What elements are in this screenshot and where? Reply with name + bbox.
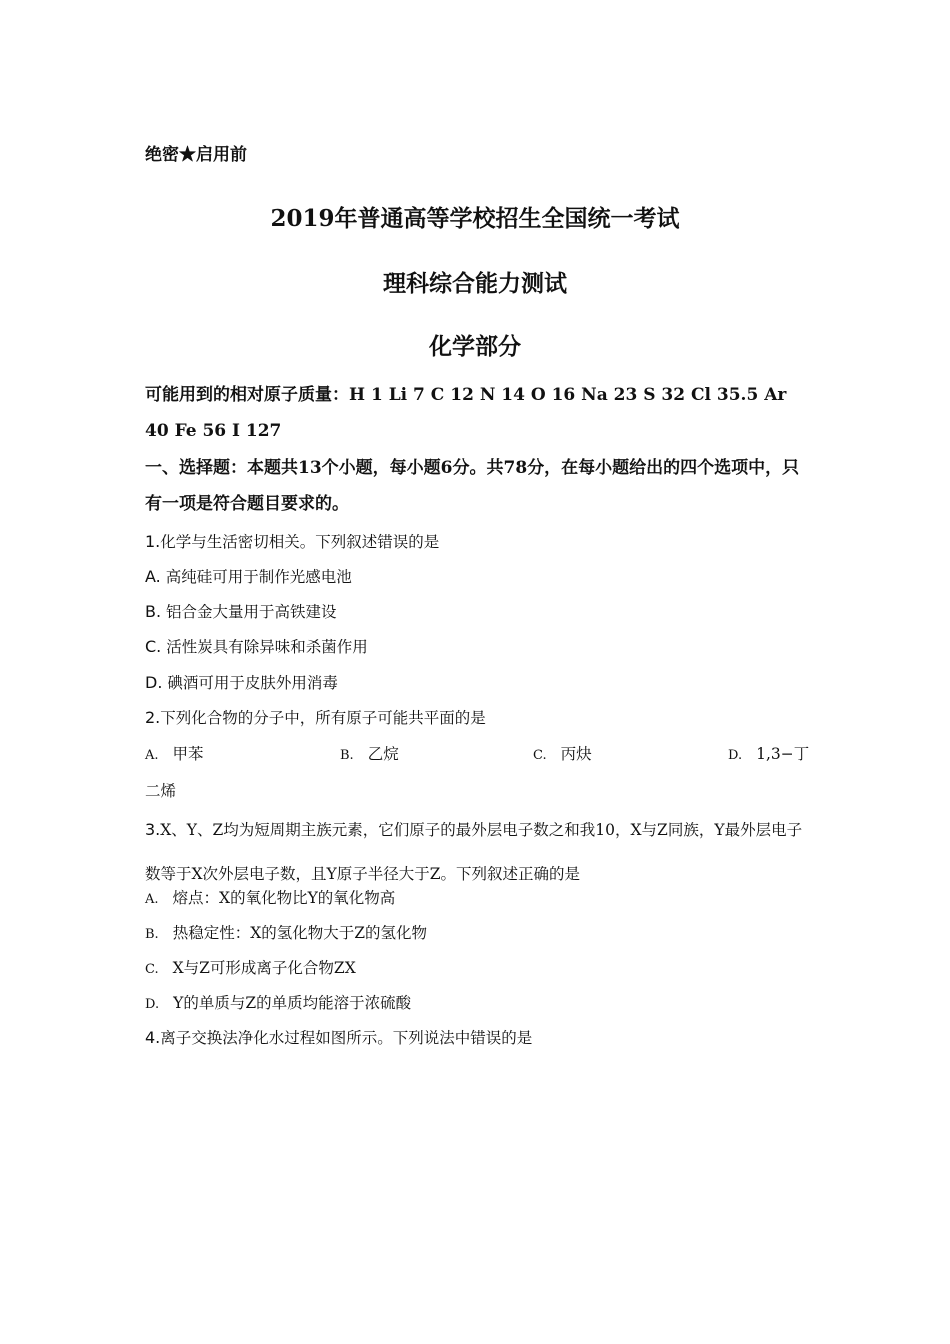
section-heading: 一、选择题：本题共13个小题，每小题6分。共78分，在每小题给出的四个选项中，只有一项是符合题目要求的。 [145, 458, 800, 514]
option-letter: C. [145, 962, 159, 977]
option-text: 甲苯 [172, 745, 204, 763]
option-letter: A. [145, 567, 161, 586]
option-letter: D. [145, 673, 163, 692]
question-1 [145, 530, 439, 552]
q2-option-c [533, 742, 592, 764]
exam-subtitle: 理科综合能力测试 [383, 270, 567, 297]
question-number: 2. [145, 708, 161, 727]
q3-option-d [145, 991, 411, 1013]
option-letter: D. [145, 997, 160, 1012]
option-text: 乙烷 [367, 745, 399, 763]
option-letter: C. [145, 637, 162, 656]
option-letter: B. [145, 602, 162, 621]
q3-option-b [145, 921, 427, 943]
q2-option-d-wrap: 二烯 [145, 782, 177, 800]
option-letter: A. [145, 892, 159, 907]
option-letter: A. [145, 748, 159, 763]
option-text: 1,3−丁 [756, 745, 810, 763]
question-stem: 化学与生活密切相关。下列叙述错误的是 [160, 533, 440, 551]
question-number: 1. [145, 532, 161, 551]
question-stem: X、Y、Z均为短周期主族元素，它们原子的最外层电子数之和我10，X与Z同族，Y最外层电子数等于X次外层电子数，且Y原子半径大于Z。下列叙述正确的是 [145, 821, 803, 883]
option-letter: D. [728, 748, 743, 763]
question-4 [145, 1026, 532, 1048]
q2-option-a [145, 742, 204, 764]
option-text: 碘酒可用于皮肤外用消毒 [167, 674, 338, 692]
section-title: 化学部分 [429, 333, 521, 360]
q1-option-c [145, 635, 368, 657]
q1-option-d [145, 671, 338, 693]
option-text: 高纯硅可用于制作光感电池 [165, 568, 352, 586]
option-text: 热稳定性：X的氢化物大于Z的氢化物 [172, 924, 427, 942]
atomic-masses: 可能用到的相对原子质量：H 1 Li 7 C 12 N 14 O 16 Na 23 S 32 Cl 35.5 Ar 40 Fe 56 I 127 [145, 385, 787, 441]
q1-option-a [145, 565, 352, 587]
question-number: 3. [145, 820, 161, 839]
option-letter: B. [340, 748, 354, 763]
question-stem: 离子交换法净化水过程如图所示。下列说法中错误的是 [160, 1029, 533, 1047]
option-text: X与Z可形成离子化合物ZX [172, 959, 356, 977]
option-letter: B. [145, 927, 159, 942]
option-text: 熔点：X的氧化物比Y的氧化物高 [172, 889, 396, 907]
exam-title: 2019年普通高等学校招生全国统一考试 [270, 205, 680, 232]
option-text: 丙炔 [560, 745, 592, 763]
option-text: Y的单质与Z的单质均能溶于浓硫酸 [173, 994, 412, 1012]
q2-option-d [728, 742, 809, 764]
q3-option-c [145, 956, 356, 978]
question-number: 4. [145, 1028, 161, 1047]
option-text: 活性炭具有除异味和杀菌作用 [166, 638, 368, 656]
secret-label: 绝密★启用前 [145, 145, 247, 165]
q3-option-a [145, 886, 395, 908]
question-3 [145, 808, 810, 896]
question-2 [145, 706, 486, 728]
option-text: 铝合金大量用于高铁建设 [166, 603, 337, 621]
option-letter: C. [533, 748, 547, 763]
q1-option-b [145, 600, 337, 622]
q2-option-b [340, 742, 399, 764]
question-stem: 下列化合物的分子中，所有原子可能共平面的是 [160, 709, 486, 727]
